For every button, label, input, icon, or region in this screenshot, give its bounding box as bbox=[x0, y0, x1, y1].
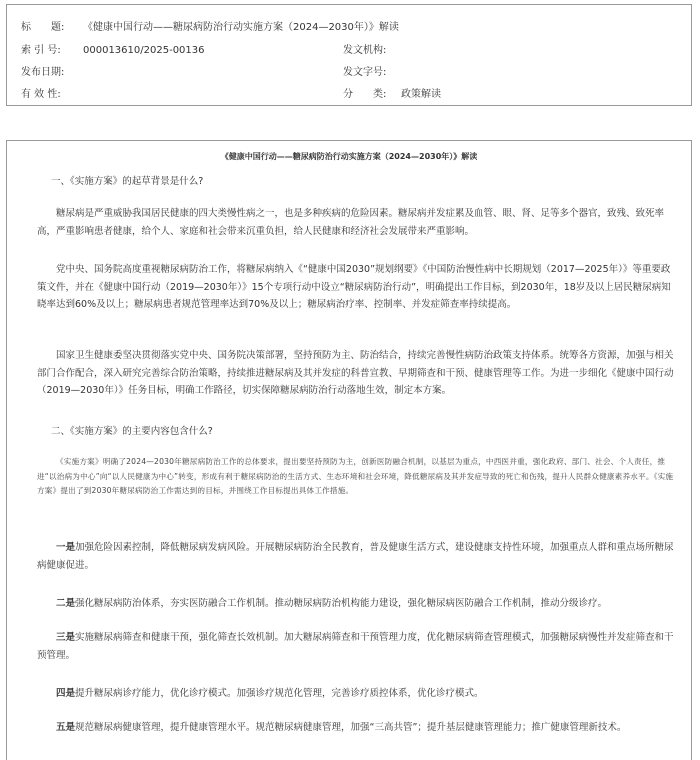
meta-title-row bbox=[21, 18, 399, 33]
meta-issuer-row bbox=[343, 41, 401, 56]
paragraph-4: 《实施方案》明确了2024—2030年糖尿病防治工作的总体要求，提出要坚持预防为主，创新医防融合机制，以基层为重点，中西医并重，强化政府、部门、社会、个人责任，推进“以治病为中心”向“以人民健康为中心”转变，形成有利于糖尿病防治的生活方式、生态环境和社会环境，降低糖尿病及其并发症导致的死亡和伤残，提升人民群众健康素养水平。《实施方案》提出了到2030年糖尿病防治工作需达到的目标，并围绕工作目标提出具体工作措施。 bbox=[37, 457, 674, 495]
paragraph-8-lead: 四是 bbox=[56, 688, 76, 699]
paragraph-8 bbox=[37, 685, 677, 703]
meta-category-row bbox=[343, 85, 441, 100]
paragraph-1: 糖尿病是严重威胁我国居民健康的四大类慢性病之一，也是多种疾病的危险因素。糖尿病并发症累及血管、眼、肾、足等多个器官，致残、致死率高，严重影响患者健康，给个人、家庭和社会带来沉重负担，给人民健康和经济社会发展带来严重影响。 bbox=[37, 208, 665, 237]
meta-date-label: 发布日期: bbox=[21, 67, 65, 78]
meta-title-label: 标 题: bbox=[21, 22, 65, 33]
paragraph-5-text: 加强危险因素控制，降低糖尿病发病风险。开展糖尿病防治全民教育，普及健康生活方式，建设健康支持性环境，加强重点人群和重点场所糖尿病健康促进。 bbox=[37, 542, 674, 571]
meta-index-value: 000013610/2025-00136 bbox=[83, 45, 205, 56]
meta-docno-row bbox=[343, 63, 401, 78]
meta-date-row bbox=[21, 63, 83, 78]
section-heading-2: 二、《实施方案》的主要内容包含什么? bbox=[51, 426, 213, 437]
paragraph-5-lead: 一是 bbox=[56, 542, 76, 553]
paragraph-6 bbox=[37, 595, 677, 613]
metadata-panel bbox=[6, 4, 692, 106]
meta-index-label: 索 引 号: bbox=[21, 45, 61, 56]
meta-validity-label: 有 效 性: bbox=[21, 89, 61, 100]
paragraph-3: 国家卫生健康委坚决贯彻落实党中央、国务院决策部署，坚持预防为主、防治结合，持续完善慢性病防治政策支持体系。统筹各方资源，加强与相关部门合作配合，深入研究完善综合防治策略，持续推进糖尿病及其并发症的科普宣教、早期筛查和干预、健康管理等工作。为进一步细化《健康中国行动（2019—2030年）》任务目标，明确工作路径，切实保障糖尿病防治行动落地生效，制定本方案。 bbox=[37, 350, 674, 396]
paragraph-9 bbox=[37, 719, 677, 737]
article-title: 《健康中国行动——糖尿病防治行动实施方案（2024—2030年）》解读 bbox=[220, 152, 478, 161]
section-heading-1: 一、《实施方案》的起草背景是什么? bbox=[51, 176, 204, 187]
paragraph-6-lead: 二是 bbox=[56, 598, 76, 609]
paragraph-8-text: 提升糖尿病诊疗能力，优化诊疗模式。加强诊疗规范化管理，完善诊疗质控体系，优化诊疗模式。 bbox=[75, 688, 484, 699]
paragraph-6-text: 强化糖尿病防治体系，夯实医防融合工作机制。推动糖尿病防治机构能力建设，强化糖尿病医防融合工作机制，推动分级诊疗。 bbox=[75, 598, 608, 609]
meta-category-label: 分 类: bbox=[343, 89, 387, 100]
paragraph-5 bbox=[37, 539, 677, 574]
meta-docno-label: 发文字号: bbox=[343, 67, 387, 78]
article-body bbox=[6, 140, 692, 760]
meta-title-value: 《健康中国行动——糖尿病防治行动实施方案（2024—2030年）》解读 bbox=[83, 22, 399, 33]
paragraph-7-lead: 三是 bbox=[56, 632, 76, 643]
paragraph-9-lead: 五是 bbox=[56, 722, 76, 733]
paragraph-7 bbox=[37, 629, 677, 664]
paragraph-2: 党中央、国务院高度重视糖尿病防治工作，将糖尿病纳入《“健康中国2030”规划纲要》《中国防治慢性病中长期规划（2017—2025年）》等重要政策文件，并在《健康中国行动（2019—2030年）》15个专项行动中设立“糖尿病防治行动”，明确提出工作目标，到2030年，18岁及以上居民糖尿病知晓率达到60%及以上；糖尿病患者规范管理率达到70%及以上；糖尿病治疗率、控制率、并发症筛查率持续提高。 bbox=[37, 264, 671, 310]
paragraph-7-text: 实施糖尿病筛查和健康干预，强化筛查长效机制。加大糖尿病筛查和干预管理力度，优化糖尿病筛查管理模式，加强糖尿病慢性并发症筛查和干预管理。 bbox=[37, 632, 674, 661]
meta-issuer-label: 发文机构: bbox=[343, 45, 387, 56]
meta-index-row bbox=[21, 41, 205, 56]
paragraph-9-text: 规范糖尿病健康管理，提升健康管理水平。规范糖尿病健康管理，加强“三高共管”；提升基层健康管理能力；推广健康管理新技术。 bbox=[75, 722, 627, 733]
meta-category-value: 政策解读 bbox=[401, 89, 441, 100]
meta-validity-row bbox=[21, 85, 83, 100]
